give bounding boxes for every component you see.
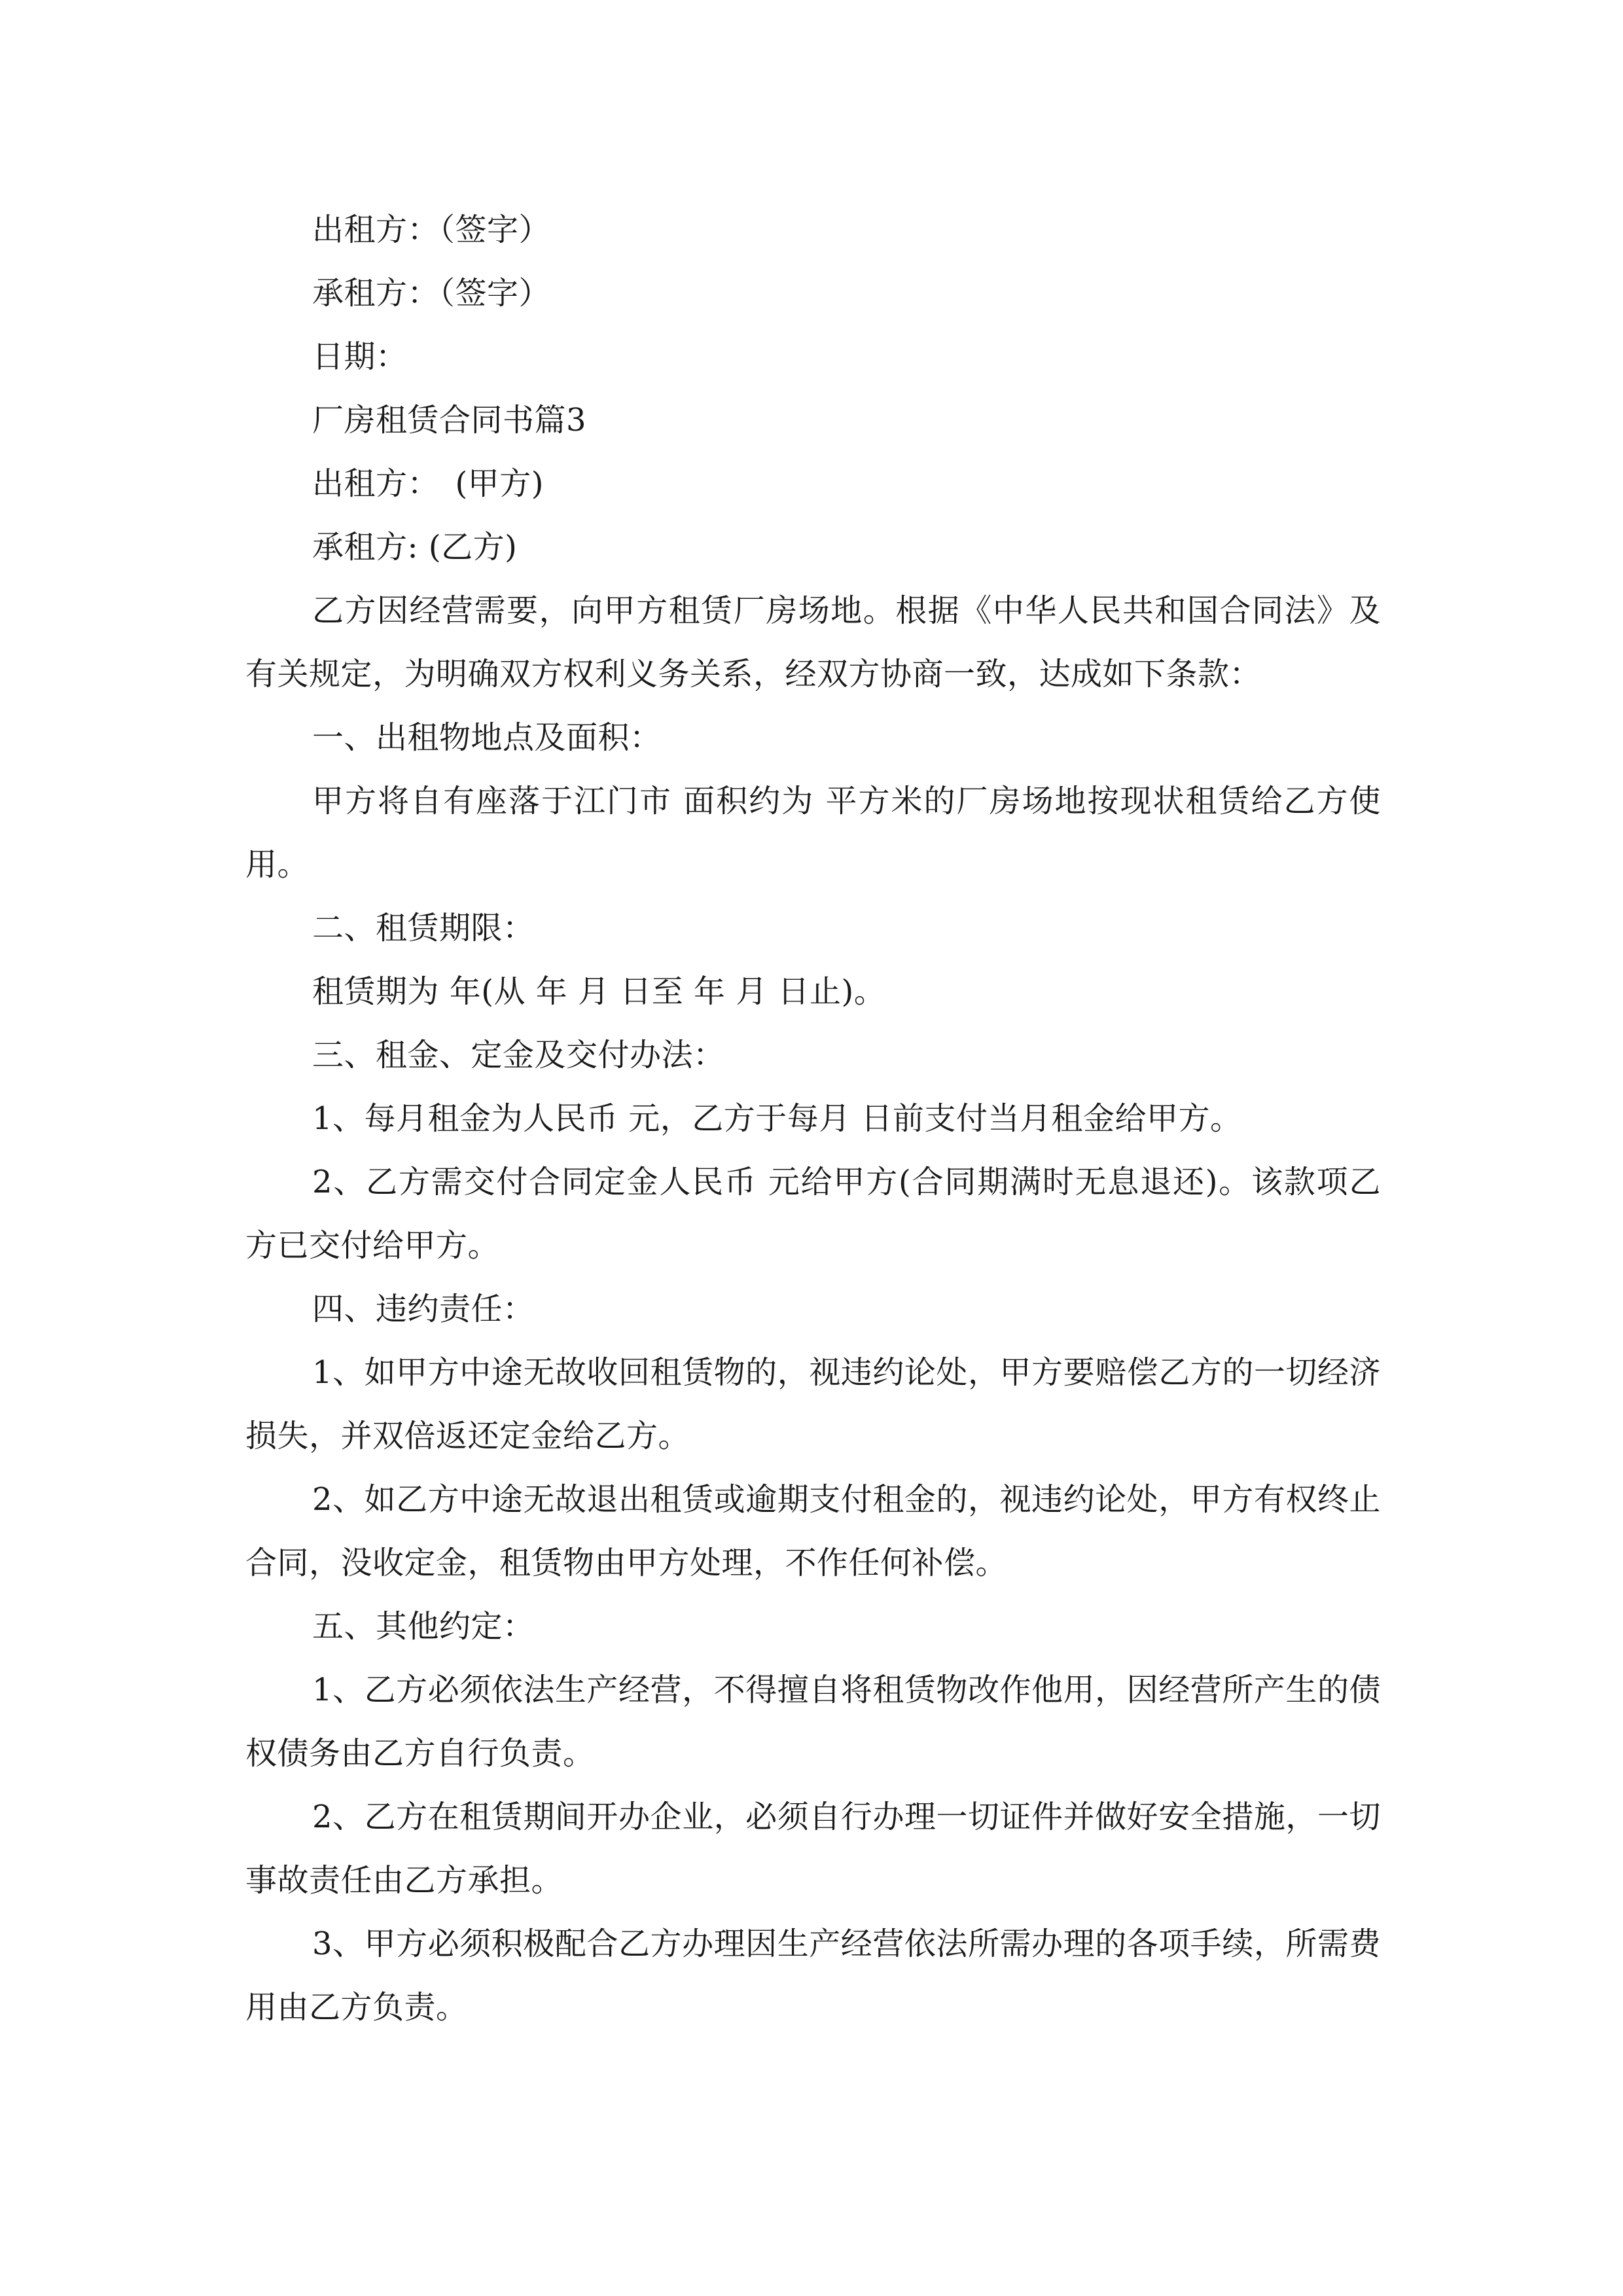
clause-paragraph: 甲方将自有座落于江门市 面积约为 平方米的厂房场地按现状租赁给乙方使用。 (245, 783, 1381, 883)
preamble-paragraph: 乙方因经营需要，向甲方租赁厂房场地。根据《中华人民共和国合同法》及有关规定，为明确双方权利义务关系，经双方协商一致，达成如下条款： (245, 592, 1381, 692)
clause-paragraph: 2、乙方在租赁期间开办企业，必须自行办理一切证件并做好安全措施，一切事故责任由乙方承担。 (245, 1799, 1381, 1899)
section-heading: 一、出租物地点及面积： (312, 719, 662, 756)
clause-paragraph: 租赁期为 年(从 年 月 日至 年 月 日止)。 (312, 973, 886, 1010)
clause-paragraph: 1、每月租金为人民币 元，乙方于每月 日前支付当月租金给甲方。 (312, 1100, 1242, 1137)
lessee-signature-line: 承租方：（签字） (312, 275, 551, 312)
clause-paragraph: 2、如乙方中途无故退出租赁或逾期支付租金的，视违约论处，甲方有权终止合同，没收定金，租赁物由甲方处理，不作任何补偿。 (245, 1481, 1381, 1581)
clause-paragraph: 3、甲方必须积极配合乙方办理因生产经营依法所需办理的各项手续，所需费用由乙方负责。 (245, 1926, 1381, 2026)
section-heading: 三、租金、定金及交付办法： (312, 1037, 725, 1073)
clause-paragraph: 2、乙方需交付合同定金人民币 元给甲方(合同期满时无息退还)。该款项乙方已交付给甲方。 (245, 1164, 1381, 1264)
lessor-party-line: 出租方： (甲方) (312, 465, 544, 502)
clause-paragraph: 1、如甲方中途无故收回租赁物的，视违约论处，甲方要赔偿乙方的一切经济损失，并双倍返还定金给乙方。 (245, 1354, 1381, 1454)
section-heading: 五、其他约定： (312, 1608, 535, 1645)
clause-paragraph: 1、乙方必须依法生产经营，不得擅自将租赁物改作他用，因经营所产生的债权债务由乙方自行负责。 (245, 1672, 1381, 1772)
document-body (245, 198, 1381, 2039)
contract-title: 厂房租赁合同书篇3 (312, 402, 587, 439)
date-line: 日期： (312, 338, 408, 375)
section-heading: 二、租赁期限： (312, 910, 535, 946)
lessor-signature-line: 出租方：（签字） (312, 211, 551, 248)
lessee-party-line: 承租方: (乙方) (312, 529, 518, 565)
section-heading: 四、违约责任： (312, 1291, 535, 1327)
